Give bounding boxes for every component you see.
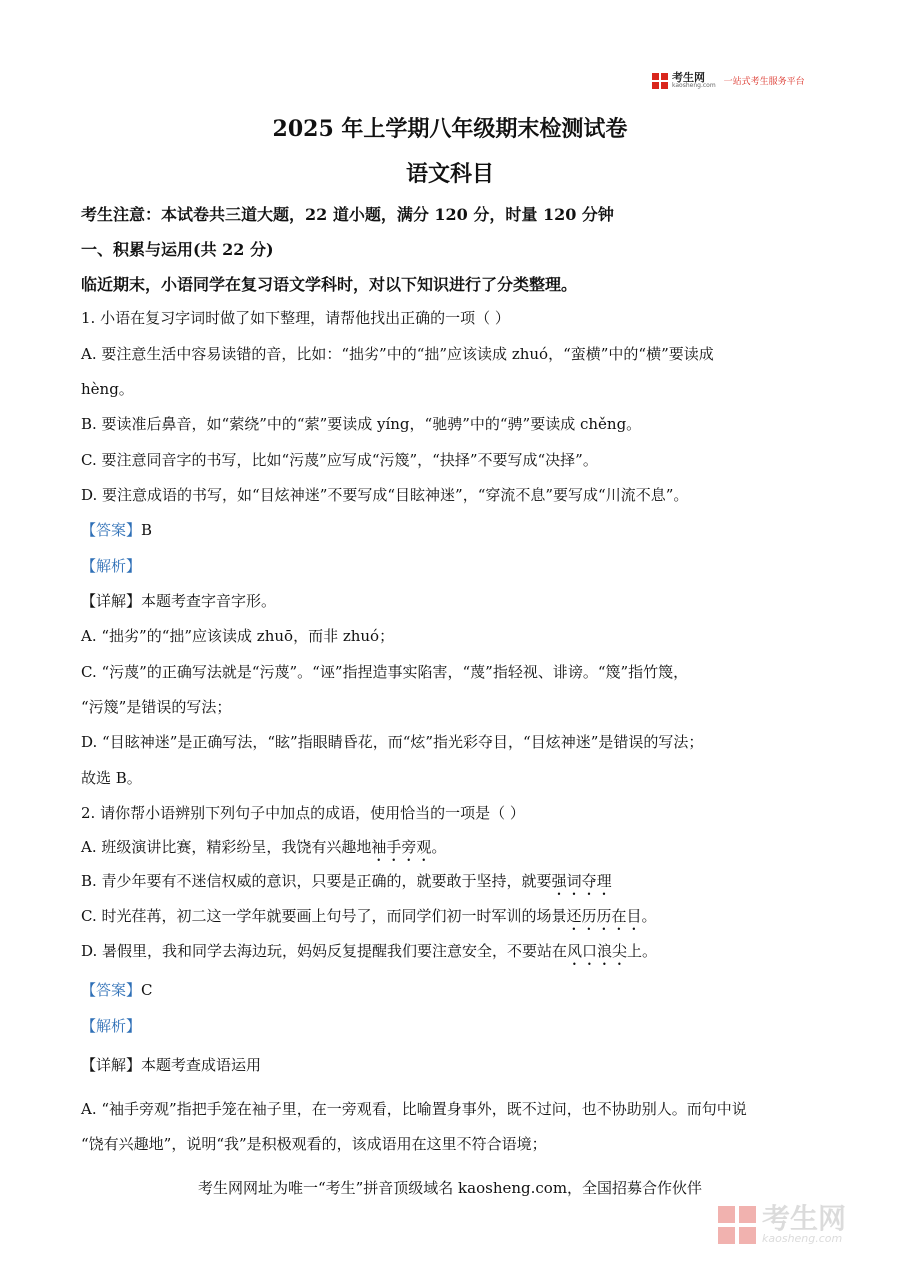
logo-slogan: 一站式考生服务平台 — [723, 77, 805, 87]
logo-domain: kaosheng.com — [672, 82, 716, 89]
option-text-end: 上。 — [627, 942, 658, 960]
q1-option-b: B. 要读准后鼻音，如“萦绕”中的“萦”要读成 yíng，“驰骋”中的“骋”要读成 chěng。 — [81, 415, 642, 433]
answer-label: 【答案】 — [81, 521, 142, 539]
page-subtitle: 语文科目 — [405, 161, 494, 187]
q2-option-a — [81, 836, 446, 865]
q2-option-c — [81, 905, 657, 934]
watermark-domain: kaosheng.com — [762, 1232, 843, 1245]
watermark-icon — [718, 1206, 756, 1244]
logo-icon — [652, 73, 668, 89]
q2-explain-a: A. “袖手旁观”指把手笼在袖子里，在一旁观看，比喻置身事外，既不过问，也不协助别人。而句中说 — [81, 1100, 747, 1118]
section-intro: 临近期末，小语同学在复习语文学科时，对以下知识进行了分类整理。 — [81, 275, 578, 294]
q2-answer — [81, 979, 153, 1000]
q1-analysis-label: 【解析】 — [81, 557, 142, 575]
dotted-idiom: 还历历在目 — [566, 907, 642, 925]
answer-label: 【答案】 — [81, 981, 142, 999]
q2-detail: 【详解】本题考查成语运用 — [81, 1056, 262, 1074]
q1-option-c: C. 要注意同音字的书写，比如“污蔑”应写成“污篾”，“抉择”不要写成“决择”。 — [81, 451, 598, 469]
option-text: D. 暑假里，我和同学去海边玩，妈妈反复提醒我们要注意安全，不要站在 — [81, 942, 568, 960]
q1-conclusion: 故选 B。 — [81, 769, 142, 787]
q1-option-a-cont: hèng。 — [81, 380, 134, 398]
header-logo[interactable] — [652, 72, 805, 89]
answer-value: C — [141, 981, 153, 999]
option-text: A. 班级演讲比赛，精彩纷呈，我饶有兴趣地 — [81, 838, 372, 856]
q1-detail: 【详解】本题考查字音字形。 — [81, 592, 277, 610]
q1-stem: 1. 小语在复习字词时做了如下整理，请帮他找出正确的一项（ ） — [81, 309, 510, 327]
q1-option-d: D. 要注意成语的书写，如“目炫神迷”不要写成“目眩神迷”，“穿流不息”要写成“川流不息”。 — [81, 486, 689, 504]
q1-answer — [81, 519, 152, 540]
watermark-name: 考生网 — [762, 1202, 847, 1235]
q1-explain-c: C. “污蔑”的正确写法就是“污蔑”。“诬”指捏造事实陷害，“蔑”指轻视、诽谤。“篾”指竹篾， — [81, 663, 689, 681]
q2-option-d — [81, 940, 657, 969]
dotted-idiom: 袖手旁观 — [371, 838, 432, 856]
dotted-idiom: 强词夺理 — [551, 872, 612, 890]
section-heading: 一、积累与运用(共 22 分) — [81, 240, 274, 259]
q1-option-a: A. 要注意生活中容易读错的音，比如：“拙劣”中的“拙”应该读成 zhuó，“蛮横”中的“横”要读成 — [81, 345, 714, 363]
dotted-idiom: 风口浪尖 — [567, 942, 628, 960]
q2-stem: 2. 请你帮小语辨别下列句子中加点的成语，使用恰当的一项是（ ） — [81, 804, 525, 822]
answer-value: B — [141, 521, 153, 539]
page-title: 2025 年上学期八年级期末检测试卷 — [272, 116, 628, 142]
watermark-logo — [718, 1202, 847, 1245]
logo-name: 考生网 — [672, 71, 705, 84]
footer-text: 考生网网址为唯一“考生”拼音顶级域名 kaosheng.com，全国招募合作伙伴 — [197, 1179, 703, 1197]
q1-explain-c-cont: “污篾”是错误的写法； — [81, 698, 232, 716]
option-text: B. 青少年要有不迷信权威的意识，只要是正确的，就要敢于坚持，就要 — [81, 872, 552, 890]
option-text: C. 时光荏苒，初二这一学年就要画上句号了，而同学们初一时军训的场景 — [81, 907, 567, 925]
q2-explain-a-cont: “饶有兴趣地”，说明“我”是积极观看的，该成语用在这里不符合语境； — [81, 1135, 547, 1153]
option-text-end: 。 — [431, 838, 447, 856]
q1-explain-d: D. “目眩神迷”是正确写法，“眩”指眼睛昏花，而“炫”指光彩夺目，“目炫神迷”是错误的写法； — [81, 733, 704, 751]
q2-option-b — [81, 870, 612, 899]
q2-analysis-label: 【解析】 — [81, 1017, 142, 1035]
exam-notice: 考生注意：本试卷共三道大题，22 道小题，满分 120 分，时量 120 分钟 — [81, 205, 614, 224]
q1-explain-a: A. “拙劣”的“拙”应该读成 zhuō，而非 zhuó； — [81, 627, 395, 645]
option-text-end: 。 — [641, 907, 657, 925]
